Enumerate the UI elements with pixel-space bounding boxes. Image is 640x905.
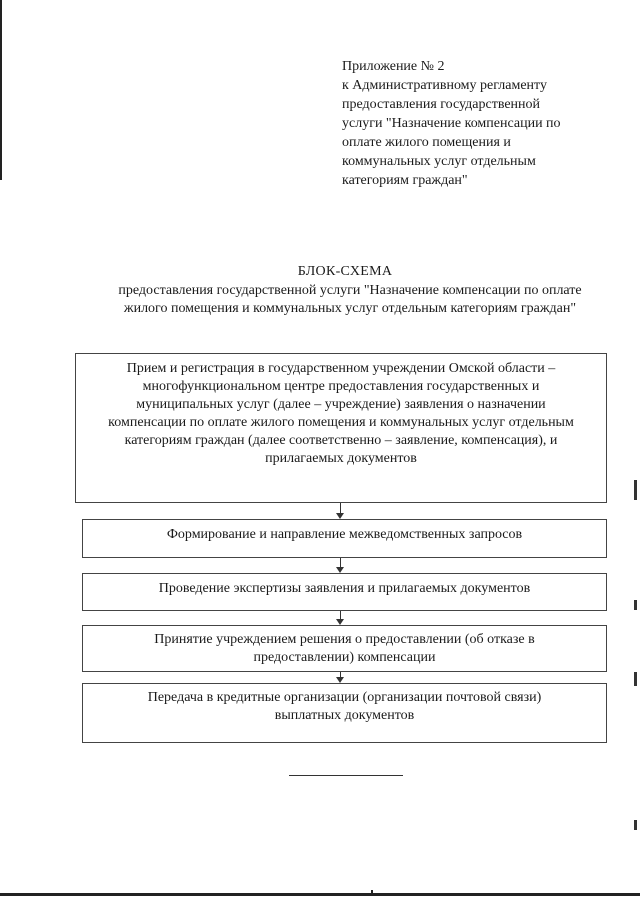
step-text-line: прилагаемых документов [265,451,417,466]
appendix-line: к Административному регламенту [342,78,547,93]
scan-edge-left [0,0,2,180]
step-text-line: Передача в кредитные организации (организации почтовой связи) [147,690,542,705]
scan-mark-right [634,600,637,610]
scan-tick [371,890,373,896]
step-text-line: категориям граждан (далее соответственно – заявление, компенсация), и [124,433,558,448]
scan-mark-right [634,820,637,830]
step-text-line: Проведение экспертизы заявления и прилагаемых документов [158,581,531,596]
closing-rule [289,775,403,776]
flow-arrow [339,672,342,683]
scan-mark-right [634,672,637,686]
step-payment-documents-transfer [82,683,607,743]
step-text-line: Принятие учреждением решения о предоставлении (об отказе в [154,632,535,647]
appendix-line: коммунальных услуг отдельным [342,154,536,169]
appendix-line: предоставления государственной [342,97,541,112]
step-text-line: Прием и регистрация в государственном учреждении Омской области – [126,361,556,376]
scheme-title: БЛОК-СХЕМА [297,264,393,279]
flow-arrow [339,503,342,519]
step-text-line: компенсации по оплате жилого помещения и коммунальных услуг отдельным [108,415,574,430]
flow-arrow [339,558,342,573]
appendix-header [342,57,602,190]
scheme-subtitle-line: жилого помещения и коммунальных услуг отдельным категориям граждан" [123,301,577,316]
appendix-line: услуги "Назначение компенсации по [342,116,561,131]
flow-arrow [339,611,342,625]
scheme-subtitle [80,282,620,318]
appendix-line: Приложение № 2 [342,59,445,74]
scan-mark-right [634,480,637,500]
step-text-line: Формирование и направление межведомственных запросов [166,527,523,542]
step-text-line: предоставлении) компенсации [253,650,436,665]
step-reception-registration [75,353,607,503]
step-text-line: многофункциональном центре предоставления государственных и [142,379,540,394]
appendix-line: оплате жилого помещения и [342,135,511,150]
step-interagency-requests [82,519,607,558]
appendix-line: категориям граждан" [342,173,468,188]
step-text-line: муниципальных услуг (далее – учреждение) заявления о назначении [136,397,546,412]
step-text-line: выплатных документов [274,708,415,723]
step-document-examination [82,573,607,611]
step-decision [82,625,607,672]
scheme-subtitle-line: предоставления государственной услуги "Назначение компенсации по оплате [118,283,582,298]
scan-edge-bottom [0,893,640,896]
